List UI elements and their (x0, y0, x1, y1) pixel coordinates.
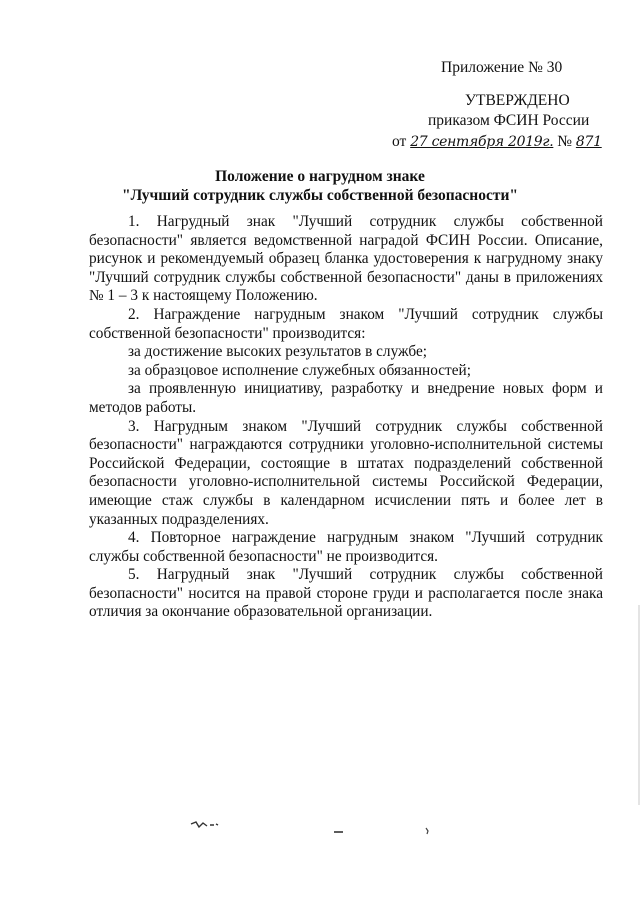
number-sign: № (557, 133, 573, 150)
title-line-2: "Лучший сотрудник службы собственной безопасности" (121, 187, 518, 204)
paragraph-1: 1. Нагрудный знак "Лучший сотрудник службы собственной безопасности" является ведомственной наградой ФСИН России. Описание, рисунок и рекомендуемый образец бланка удостоверения к нагрудному знаку "Лучший сотрудник службы собственной безопасности" даны в приложениях № 1 – 3 к настоящему Положению. (89, 213, 603, 305)
appendix-label: Приложение № 30 (441, 59, 563, 76)
paragraph-2-item-3: за проявленную инициативу, разработку и внедрение новых форм и методов работы. (89, 380, 603, 416)
scan-artifact-icon (190, 820, 220, 830)
scan-dot-icon (424, 826, 432, 836)
paragraph-2-item-1: за достижение высоких результатов в службе; (128, 343, 427, 361)
document-body (89, 213, 603, 622)
scan-dash-icon (333, 829, 345, 835)
approval-title: УТВЕРЖДЕНО (465, 92, 570, 109)
paragraph-2: 2. Награждение нагрудным знаком "Лучший сотрудник службы собственной безопасности" производится: (89, 305, 603, 342)
title-line-1: Положение о нагрудном знаке (215, 168, 425, 185)
approval-stamp-block (392, 91, 602, 152)
paragraph-3: 3. Нагрудным знаком "Лучший сотрудник службы собственной безопасности" награждаются сотрудники уголовно-исполнительной системы Российской Федерации, состоящие в штатах подразделений собственной безопасности уголовно-исполнительной системы Российской Федерации, имеющие стаж службы в календарном исчислении пять и более лет в указанных подразделениях. (89, 417, 603, 528)
paragraph-4: 4. Повторное награждение нагрудным знаком "Лучший сотрудник службы собственной безопасности" не производится. (89, 529, 603, 565)
handwritten-number: 871 (575, 134, 602, 150)
paragraph-5: 5. Нагрудный знак "Лучший сотрудник службы собственной безопасности" носится на правой стороне груди и располагается после знака отличия за окончание образовательной организации. (89, 566, 603, 621)
date-prefix: от (392, 133, 407, 150)
document-title (60, 167, 580, 205)
approval-date-line (392, 132, 602, 152)
handwritten-date: 27 сентября 2019г. (410, 134, 554, 150)
scan-artifact-dot (424, 826, 432, 839)
paragraph-2-item-2: за образцовое исполнение служебных обязанностей; (128, 361, 471, 379)
approval-order: приказом ФСИН России (428, 112, 590, 129)
scan-artifact-dash (333, 826, 345, 838)
scan-artifact-mark (190, 820, 220, 833)
